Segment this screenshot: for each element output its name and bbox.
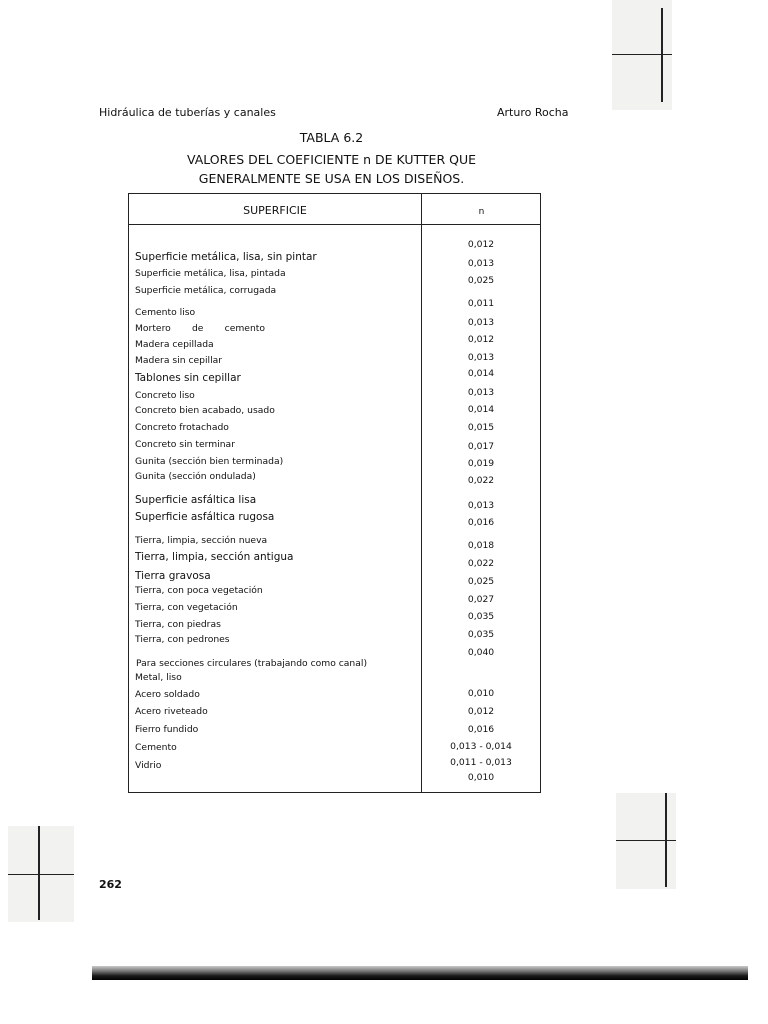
surface-label: Cemento	[135, 742, 177, 753]
surface-label: Tierra, limpia, sección antigua	[135, 551, 294, 563]
running-header-left: Hidráulica de tuberías y canales	[99, 106, 276, 119]
n-value: 0,018	[467, 540, 495, 551]
column-divider	[421, 194, 422, 792]
crop-mark-top-right-horizontal	[612, 54, 672, 55]
n-value: 0,027	[467, 594, 495, 605]
column-header-n: n	[478, 207, 485, 217]
n-value: 0,015	[467, 422, 495, 433]
surface-label: Gunita (sección bien terminada)	[135, 456, 284, 467]
n-value: 0,016	[467, 724, 495, 735]
surface-label: Superficie metálica, corrugada	[135, 285, 277, 296]
n-value: 0,013	[467, 352, 495, 363]
n-value: 0,025	[467, 576, 495, 587]
table-title-line2: GENERALMENTE SE USA EN LOS DISEÑOS.	[198, 171, 465, 186]
surface-label: Acero soldado	[135, 689, 200, 700]
crop-mark-top-right-vertical	[661, 8, 663, 102]
n-value: 0,035	[467, 611, 495, 622]
surface-label: Tablones sin cepillar	[135, 372, 241, 384]
surface-label: Concreto liso	[135, 390, 195, 401]
n-value: 0,019	[467, 458, 495, 469]
surface-label: Madera cepillada	[135, 339, 214, 350]
surface-label: Concreto bien acabado, usado	[135, 405, 275, 416]
surface-label: Tierra gravosa	[135, 570, 211, 582]
surface-label: Mortero de cemento	[135, 323, 265, 334]
surface-label: Superficie asfáltica rugosa	[135, 511, 275, 523]
surface-label: Fierro fundido	[135, 724, 199, 735]
scan-shadow-bottom-right	[616, 793, 676, 889]
n-value: 0,016	[467, 517, 495, 528]
page-number: 262	[99, 878, 122, 891]
surface-label: Gunita (sección ondulada)	[135, 471, 256, 482]
n-value: 0,010	[467, 688, 495, 699]
surface-label: Superficie asfáltica lisa	[135, 494, 257, 506]
n-value: 0,013	[467, 500, 495, 511]
column-header-surface: SUPERFICIE	[243, 204, 307, 217]
surface-label: Tierra, con pedrones	[135, 634, 230, 645]
n-value: 0,013 - 0,014	[450, 741, 512, 752]
n-value: 0,035	[467, 629, 495, 640]
n-value: 0,014	[467, 404, 495, 415]
crop-mark-bottom-right-horizontal	[616, 840, 676, 841]
n-value: 0,012	[467, 706, 495, 717]
surface-label: Tierra, con vegetación	[135, 602, 238, 613]
crop-mark-left-horizontal	[8, 874, 74, 875]
n-value: 0,022	[467, 475, 495, 486]
n-value: 0,013	[467, 317, 495, 328]
header-divider	[129, 224, 540, 225]
n-value: 0,013	[467, 258, 495, 269]
n-value: 0,025	[467, 275, 495, 286]
surface-label: Cemento liso	[135, 307, 196, 318]
surface-label: Para secciones circulares (trabajando como canal)	[136, 658, 368, 669]
surface-label: Tierra, con poca vegetación	[135, 585, 263, 596]
crop-mark-left-vertical	[38, 826, 40, 920]
surface-label: Metal, liso	[135, 672, 182, 683]
n-value: 0,010	[467, 772, 495, 783]
surface-label: Tierra, limpia, sección nueva	[135, 535, 268, 546]
n-value: 0,012	[467, 239, 495, 250]
n-value: 0,012	[467, 334, 495, 345]
n-value: 0,022	[467, 558, 495, 569]
n-value: 0,011 - 0,013	[450, 757, 512, 768]
surface-label: Acero riveteado	[135, 706, 208, 717]
table-title-line1: VALORES DEL COEFICIENTE n DE KUTTER QUE	[186, 152, 477, 167]
surface-label: Concreto frotachado	[135, 422, 229, 433]
surface-label: Tierra, con piedras	[135, 619, 221, 630]
surface-label: Superficie metálica, lisa, sin pintar	[135, 251, 317, 263]
n-value: 0,013	[467, 387, 495, 398]
scan-shadow-top-right	[612, 0, 672, 110]
n-value: 0,011	[467, 298, 495, 309]
surface-label: Concreto sin terminar	[135, 439, 235, 450]
surface-label: Vidrio	[135, 760, 162, 771]
surface-label: Superficie metálica, lisa, pintada	[135, 268, 286, 279]
surface-label: Madera sin cepillar	[135, 355, 223, 366]
scan-bottom-edge	[92, 966, 748, 980]
n-value: 0,017	[467, 441, 495, 452]
running-header-right: Arturo Rocha	[497, 106, 569, 119]
n-value: 0,014	[467, 368, 495, 379]
table-number: TABLA 6.2	[299, 130, 364, 145]
n-value: 0,040	[467, 647, 495, 658]
